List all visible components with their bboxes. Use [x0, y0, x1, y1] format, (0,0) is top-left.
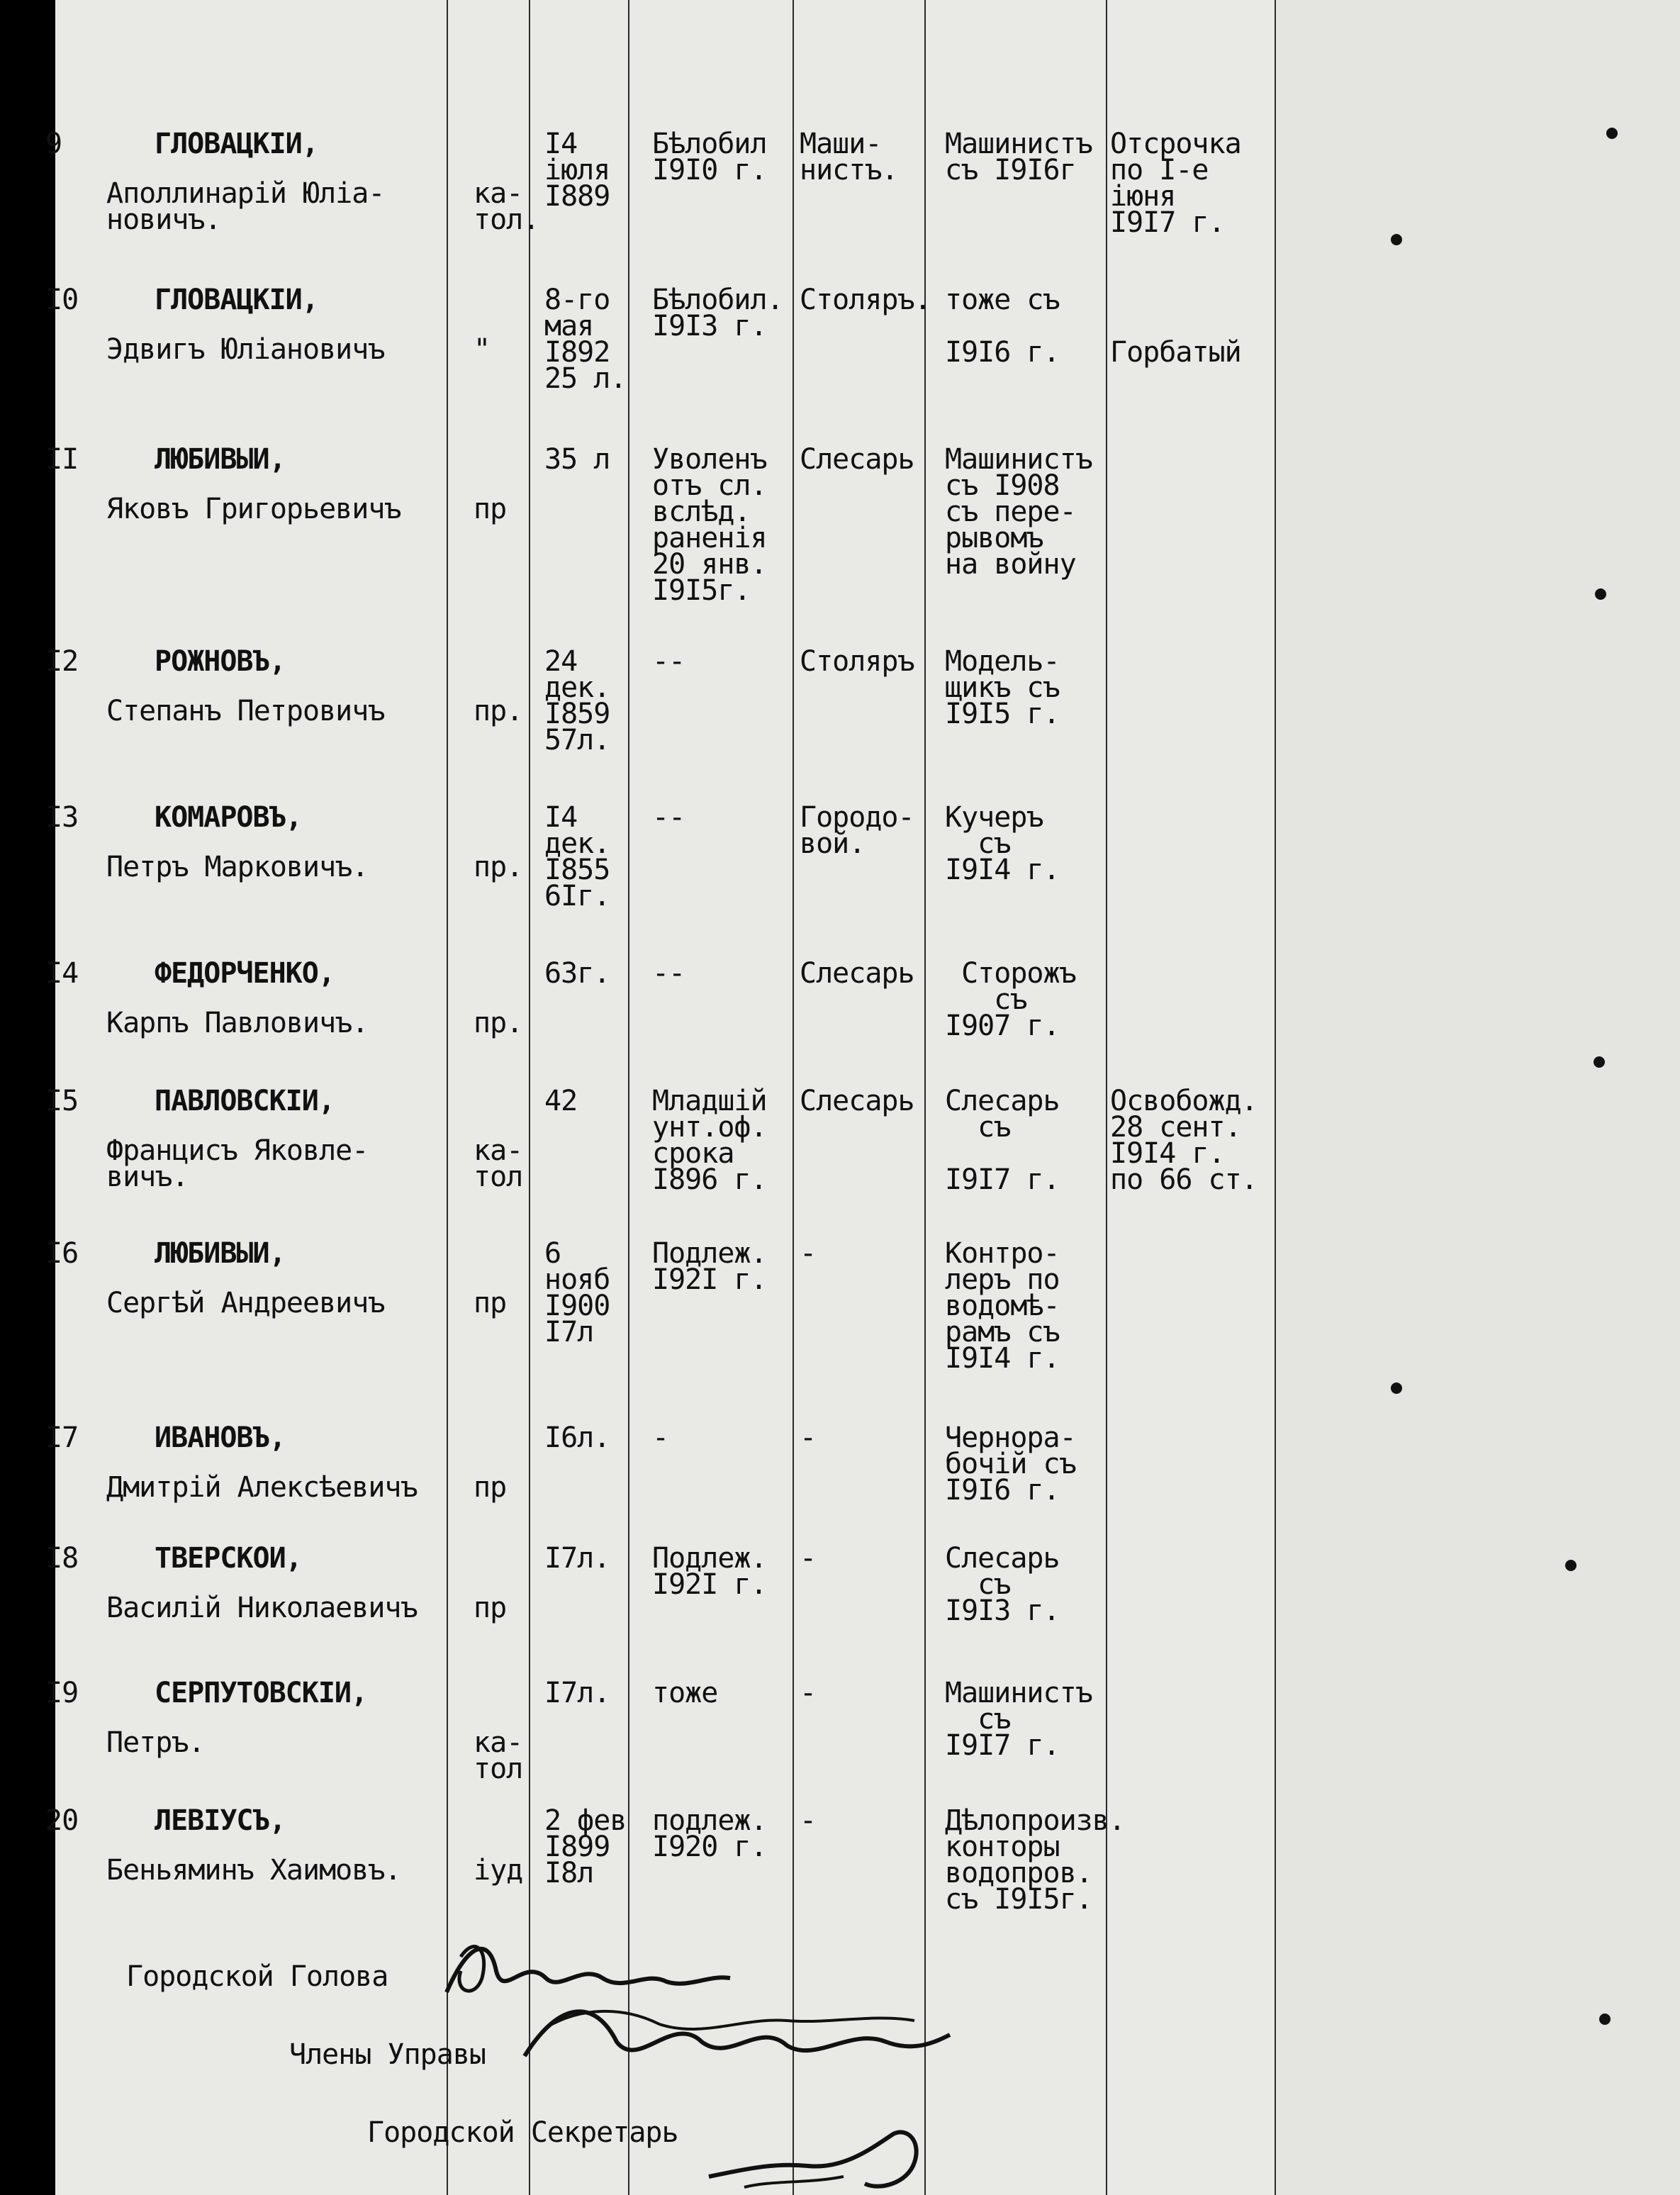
cell-note: Горбатый — [1110, 336, 1241, 369]
cell-military: подлеж. I920 г. — [652, 1804, 767, 1863]
cell-trade: - — [800, 1677, 817, 1709]
punch-hole — [1391, 234, 1402, 245]
cell-given: Сергѣй Андреевичъ — [106, 1287, 385, 1319]
cell-born: I4 дек. I855 6Iг. — [544, 801, 610, 912]
cell-surname: ИВАНОВЪ, — [155, 1422, 286, 1454]
cell-surname: ЛЮБИВЫИ, — [155, 1237, 286, 1270]
binding-strip — [1276, 0, 1680, 2195]
cell-trade: - — [800, 1542, 817, 1575]
cell-surname: РОЖНОВЪ, — [155, 645, 286, 678]
cell-born: 6 нояб I900 I7л — [544, 1237, 610, 1348]
cell-position: Слесарь съ I9I7 г. — [945, 1085, 1060, 1196]
cell-position: Контро- леръ по водомѣ- рамъ съ I9I4 г. — [945, 1237, 1060, 1375]
cell-trade: Маши- нистъ. — [800, 128, 898, 186]
cell-faith: пр. — [474, 1007, 523, 1039]
cell-num: I2 — [45, 645, 79, 678]
cell-born: 42 — [544, 1085, 578, 1117]
cell-military: -- — [652, 801, 685, 834]
cell-military: Уволенъ отъ сл. вслѣд. раненія 20 янв. I9I5г. — [652, 443, 767, 607]
cell-num: I3 — [45, 801, 79, 834]
column-rule — [793, 0, 794, 2195]
cell-faith: пр — [474, 1592, 507, 1624]
cell-faith: " — [474, 333, 491, 366]
cell-military: Младшій унт.оф. срока I896 г. — [652, 1085, 767, 1196]
punch-hole — [1565, 1560, 1577, 1571]
cell-given: Беньяминъ Хаимовъ. — [106, 1854, 401, 1887]
cell-num: I7 — [45, 1422, 79, 1454]
cell-surname: ТВЕРСКОИ, — [155, 1542, 302, 1575]
cell-military: Подлеж. I92I г. — [652, 1542, 767, 1601]
cell-surname: ЛЕВIУСЪ, — [155, 1804, 286, 1837]
cell-faith: пр — [474, 1471, 507, 1504]
cell-born: 35 л — [544, 443, 610, 476]
column-rule — [529, 0, 530, 2195]
cell-born: I4 iюля I889 — [544, 128, 610, 213]
cell-born: 8-го мая I892 25 л. — [544, 284, 627, 395]
cell-num: I6 — [45, 1237, 79, 1270]
cell-surname: СЕРПУТОВСКIИ, — [155, 1677, 368, 1709]
cell-given: Карпъ Павловичъ. — [106, 1007, 369, 1039]
column-rule — [924, 0, 926, 2195]
punch-hole — [1594, 1056, 1605, 1068]
cell-trade: - — [800, 1237, 817, 1270]
cell-given: Петръ Марковичъ. — [106, 851, 369, 883]
cell-faith: ка- тол — [474, 1134, 523, 1193]
cell-num: I4 — [45, 957, 79, 990]
cell-surname: ГЛОВАЦКIИ, — [155, 284, 318, 316]
cell-given: Францисъ Яковле- вичъ. — [106, 1134, 369, 1193]
cell-surname: КОМАРОВЪ, — [155, 801, 302, 834]
cell-born: 63г. — [544, 957, 610, 990]
cell-born: 24 дек. I859 57л. — [544, 645, 610, 756]
cell-position: Слесарь съ I9I3 г. — [945, 1542, 1060, 1627]
document-sheet — [45, 0, 1276, 2195]
cell-trade: Столяръ. — [800, 284, 931, 316]
cell-position: Кучеръ съ I9I4 г. — [945, 801, 1060, 886]
cell-num: 9 — [45, 128, 62, 160]
cell-position: Модель- щикъ съ I9I5 г. — [945, 645, 1060, 730]
cell-num: I8 — [45, 1542, 79, 1575]
cell-faith: пр. — [474, 695, 523, 727]
cell-given: Василій Николаевичъ — [106, 1592, 418, 1624]
cell-position: Чернора- бочій съ I9I6 г. — [945, 1422, 1076, 1507]
cell-born: I7л. — [544, 1677, 610, 1709]
cell-trade: - — [800, 1422, 817, 1454]
cell-position: Дѣлопроизв. конторы водопров. съ I9I5г. — [945, 1804, 1125, 1916]
cell-position: Машинистъ съ I9I6г — [945, 128, 1092, 186]
cell-surname: ЛЮБИВЫИ, — [155, 443, 286, 476]
cell-surname: ФЕДОРЧЕНКО, — [155, 957, 335, 990]
punch-hole — [1391, 1383, 1402, 1394]
cell-num: I5 — [45, 1085, 79, 1117]
cell-position: Машинистъ съ I908 съ пере- рывомъ на войну — [945, 443, 1092, 581]
cell-given: Эдвигъ Юліановичъ — [106, 333, 385, 366]
column-rule — [628, 0, 629, 2195]
cell-position: Машинистъ съ I9I7 г. — [945, 1677, 1092, 1762]
punch-hole — [1595, 588, 1606, 600]
cell-given: Степанъ Петровичъ — [106, 695, 385, 727]
cell-surname: ГЛОВАЦКIИ, — [155, 128, 318, 160]
cell-faith: iуд — [474, 1854, 523, 1887]
cell-given: Аполлинарій Юліа- новичъ. — [106, 177, 385, 236]
cell-given: Петръ. — [106, 1726, 205, 1759]
cell-military: -- — [652, 957, 685, 990]
cell-faith: пр — [474, 1287, 507, 1319]
punch-hole — [1606, 128, 1618, 139]
cell-military: Бѣлобил. I9I3 г. — [652, 284, 783, 342]
cell-position: Сторожъ съ I907 г. — [945, 957, 1076, 1042]
cell-military: -- — [652, 645, 685, 678]
cell-military: - — [652, 1422, 669, 1454]
cell-born: 2 фев I899 I8л — [544, 1804, 627, 1889]
cell-trade: - — [800, 1804, 817, 1837]
cell-born: I6л. — [544, 1422, 610, 1454]
cell-faith: пр. — [474, 851, 523, 883]
cell-trade: Столяръ — [800, 645, 914, 678]
punch-hole — [1599, 2014, 1611, 2025]
cell-faith: ка- тол. — [474, 177, 539, 236]
cell-num: II — [45, 443, 79, 476]
cell-trade: Слесарь — [800, 443, 914, 476]
cell-trade: Городо- вой. — [800, 801, 914, 860]
cell-faith: пр — [474, 493, 507, 525]
secretary-label: Городской Секретарь — [367, 2116, 678, 2149]
mayor-label: Городской Голова — [126, 1960, 388, 1993]
cell-surname: ПАВЛОВСКIИ, — [155, 1085, 335, 1117]
cell-military: Подлеж. I92I г. — [652, 1237, 767, 1296]
cell-military: тоже — [652, 1677, 718, 1709]
members-signature — [517, 1985, 957, 2084]
cell-born: I7л. — [544, 1542, 610, 1575]
cell-faith: ка- тол — [474, 1726, 523, 1785]
cell-note: Освобожд. 28 сент. I9I4 г. по 66 ст. — [1110, 1085, 1258, 1196]
cell-num: 20 — [45, 1804, 79, 1837]
column-rule — [447, 0, 448, 2195]
cell-trade: Слесарь — [800, 1085, 914, 1117]
cell-num: I0 — [45, 284, 79, 316]
cell-military: Бѣлобил I9I0 г. — [652, 128, 767, 186]
cell-trade: Слесарь — [800, 957, 914, 990]
cell-given: Яковъ Григорьевичъ — [106, 493, 401, 525]
board-members-label: Члены Управы — [289, 2038, 486, 2071]
cell-position: тоже съ I9I6 г. — [945, 284, 1060, 369]
secretary-signature — [702, 2120, 936, 2195]
cell-num: I9 — [45, 1677, 79, 1709]
cell-note: Отсрочка по I-е iюня I9I7 г. — [1110, 128, 1241, 239]
cell-given: Дмитрій Алексѣевичъ — [106, 1471, 418, 1504]
